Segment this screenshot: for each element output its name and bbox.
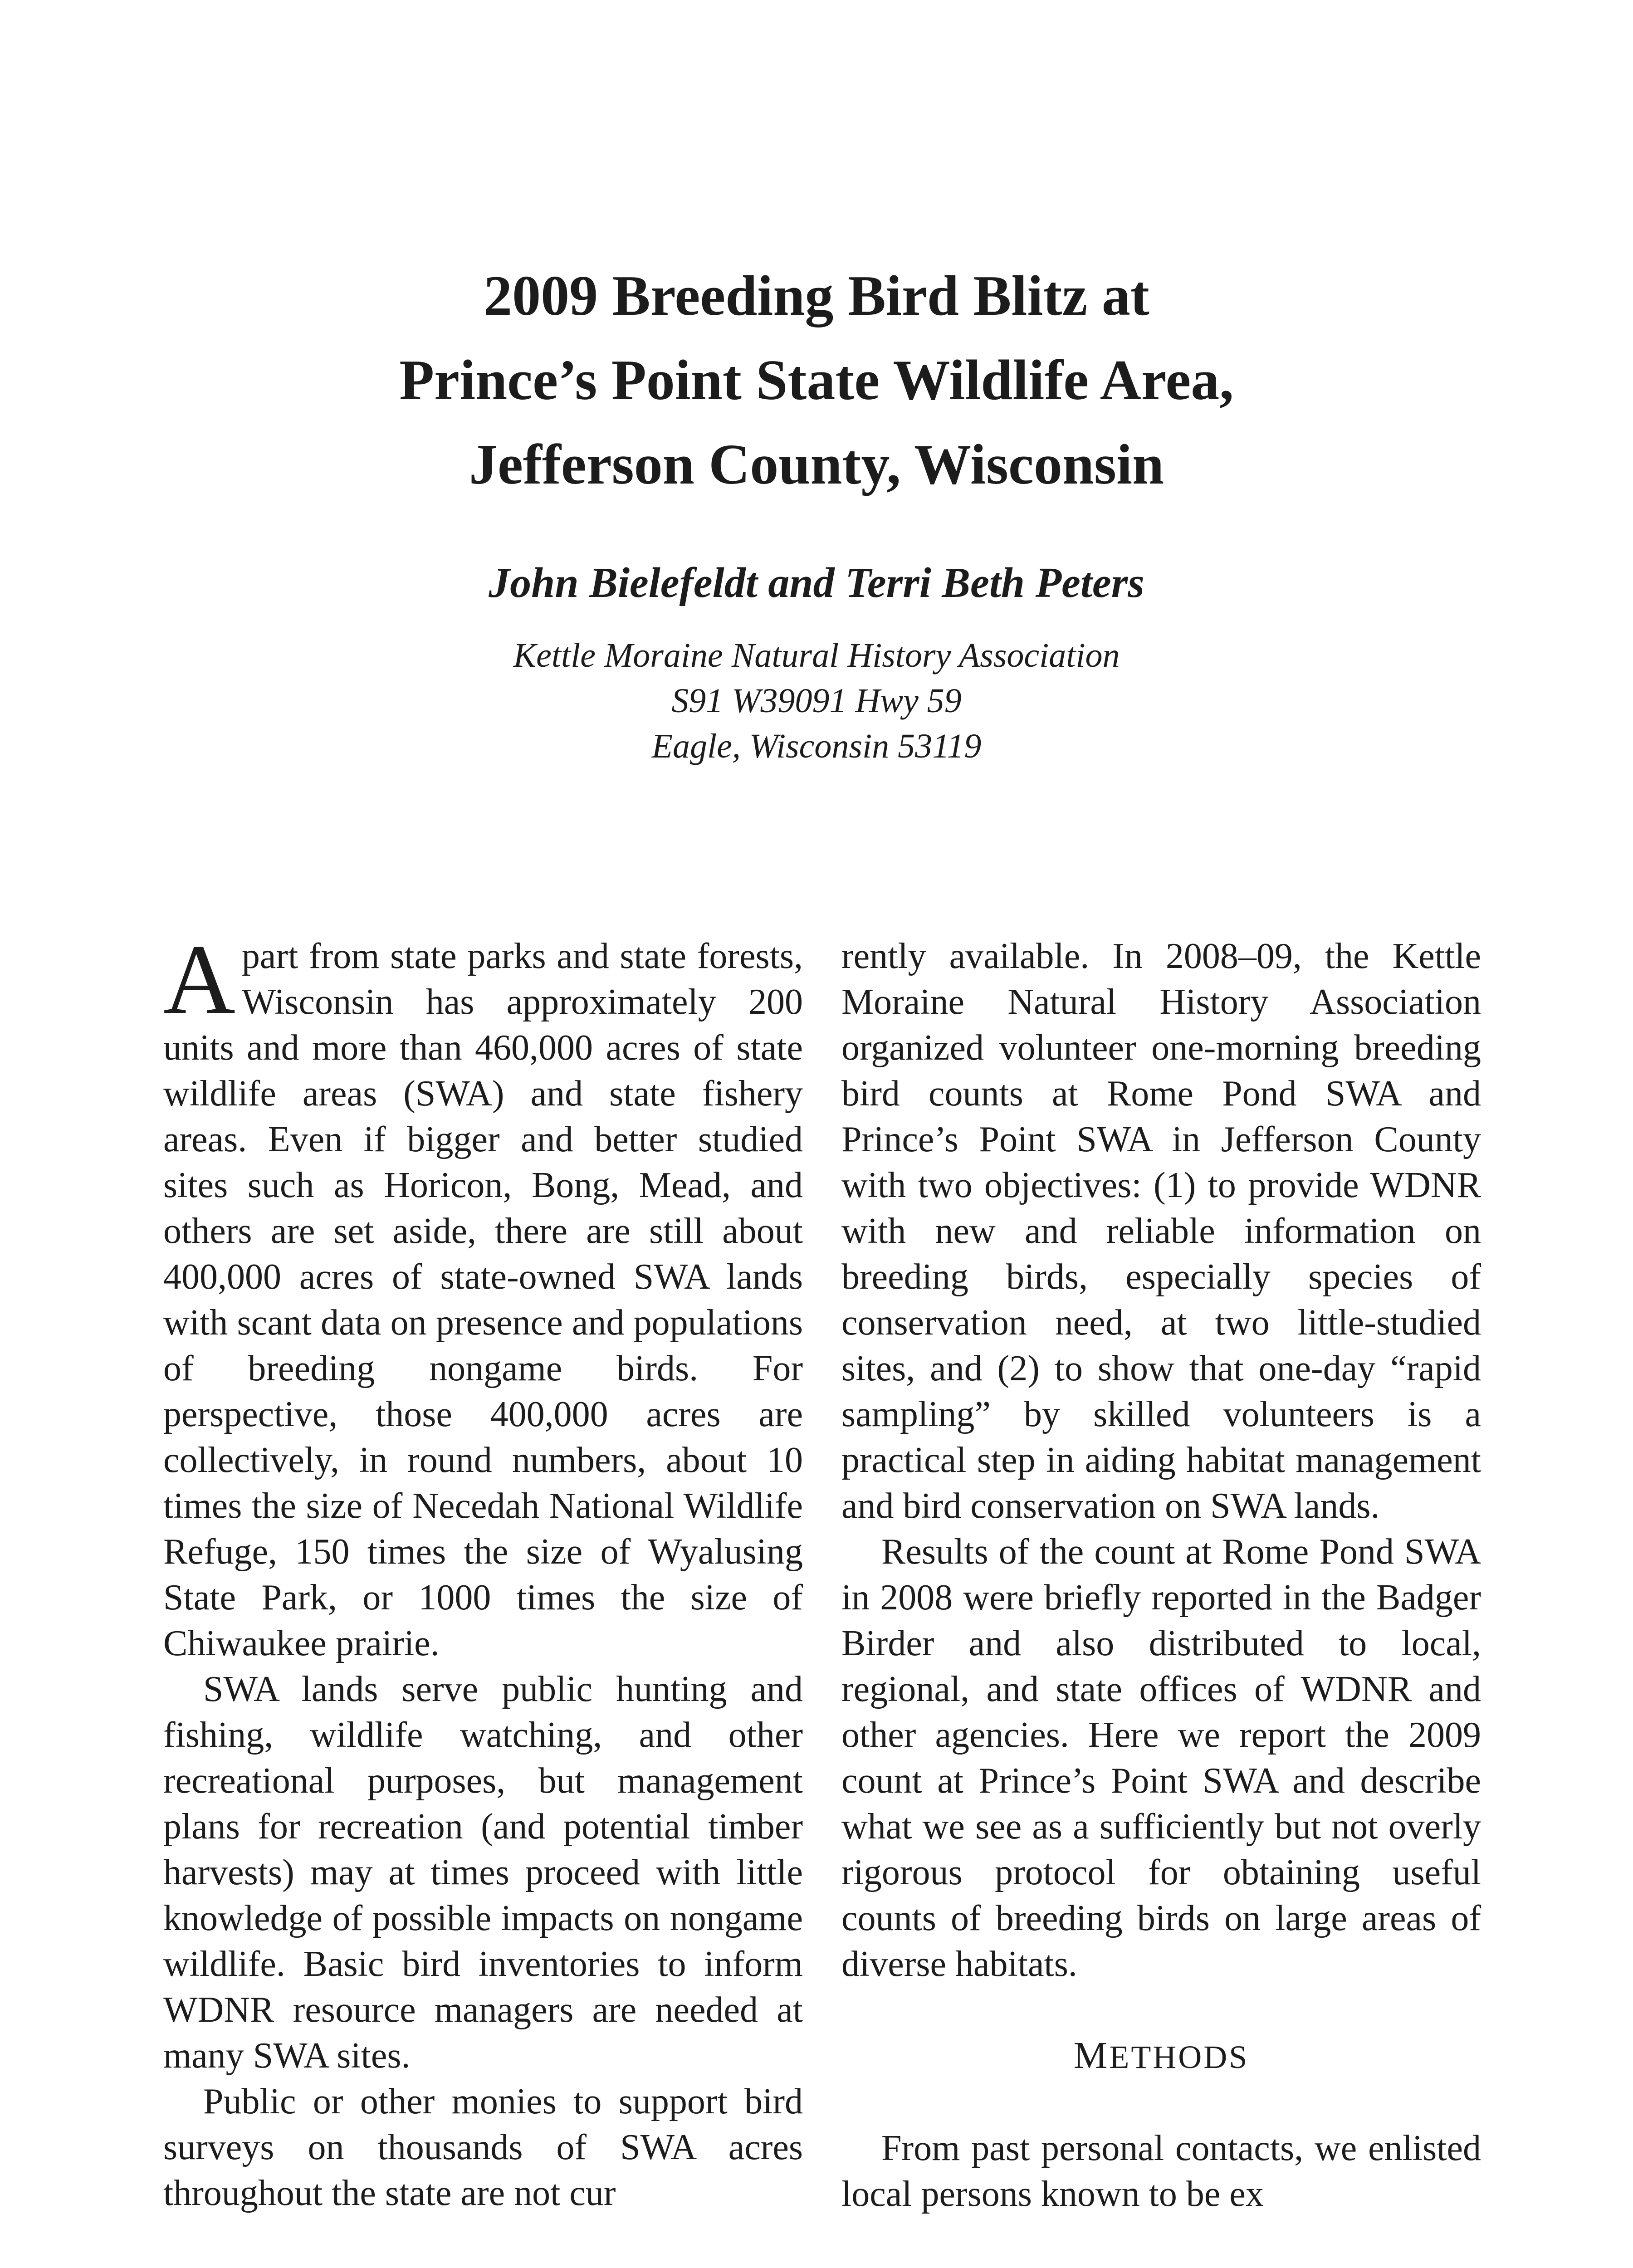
left-column xyxy=(163,924,803,2216)
affiliation-line-3: Eagle, Wisconsin 53119 xyxy=(651,727,982,765)
paragraph-swa-lands: SWA lands serve public hunting and fishing, wildlife watching, and other recreational purposes, but management plans for recreation (and potential timber harvests) may at times proceed with little knowledge of possible impacts on nongame wildlife. Basic bird inventories to inform WDNR resource managers are needed at many SWA sites. xyxy=(163,1669,803,2076)
paragraph-intro xyxy=(163,924,803,1667)
title-line-2: Prince’s Point State Wildlife Area, xyxy=(399,349,1234,412)
author-names: John Bielefeldt and Terri Beth Peters xyxy=(489,559,1144,606)
article-title xyxy=(0,254,1633,507)
drop-cap: A xyxy=(163,924,235,1035)
title-line-3: Jefferson County, Wisconsin xyxy=(469,433,1164,496)
affiliation-line-1: Kettle Moraine Natural History Association xyxy=(513,636,1120,675)
paragraph-public-monies: Public or other monies to support bird surveys on thousands of SWA acres throughout the state are not cur xyxy=(163,2082,803,2213)
heading-initial: M xyxy=(1073,2034,1110,2077)
title-line-1: 2009 Breeding Bird Blitz at xyxy=(484,264,1149,327)
paragraph-continued: rently available. In 2008–09, the Kettle Moraine Natural History Association organized volunteer one-morning breeding bird counts at Rome Pond SWA and Prince’s Point SWA in Jefferson County with two objectives: (1) to provide WDNR with new and reliable information on breeding birds, especially species of conservation need, at two little-studied sites, and (2) to show that one-day “rapid sampling” by skilled volunteers is a practical step in aiding habitat management and bird conservation on SWA lands. xyxy=(841,936,1481,1526)
paragraph-results: Results of the count at Rome Pond SWA in 2008 were briefly reported in the Badger Birder and also distributed to local, regional, and state offices of WDNR and other agencies. Here we report the 2009 count at Prince’s Point SWA and describe what we see as a sufficiently but not overly rigorous protocol for obtaining useful counts of breeding birds on large areas of diverse habitats. xyxy=(841,1532,1481,1984)
right-column xyxy=(841,934,1481,2217)
affiliation-line-2: S91 W39091 Hwy 59 xyxy=(671,682,962,720)
section-heading-methods xyxy=(841,2033,1481,2080)
author-affiliation xyxy=(0,633,1633,769)
paragraph-methods: From past personal contacts, we enlisted local persons known to be ex xyxy=(841,2128,1481,2214)
paragraph-intro-text: part from state parks and state forests, Wisconsin has approximately 200 units and more than 460,000 acres of state wildlife areas (SWA) and state fishery areas. Even if bigger and better studied sites such as Horicon, Bong, Mead, and others are set aside, there are still about 400,000 acres of state-owned SWA lands with scant data on presence and populations of breeding nongame birds. For perspective, those 400,000 acres are collectively, in round numbers, about 10 times the size of Necedah National Wildlife Refuge, 150 times the size of Wyalusing State Park, or 1000 times the size of Chiwaukee prairie. xyxy=(163,936,803,1663)
heading-rest: ETHODS xyxy=(1109,2039,1249,2075)
